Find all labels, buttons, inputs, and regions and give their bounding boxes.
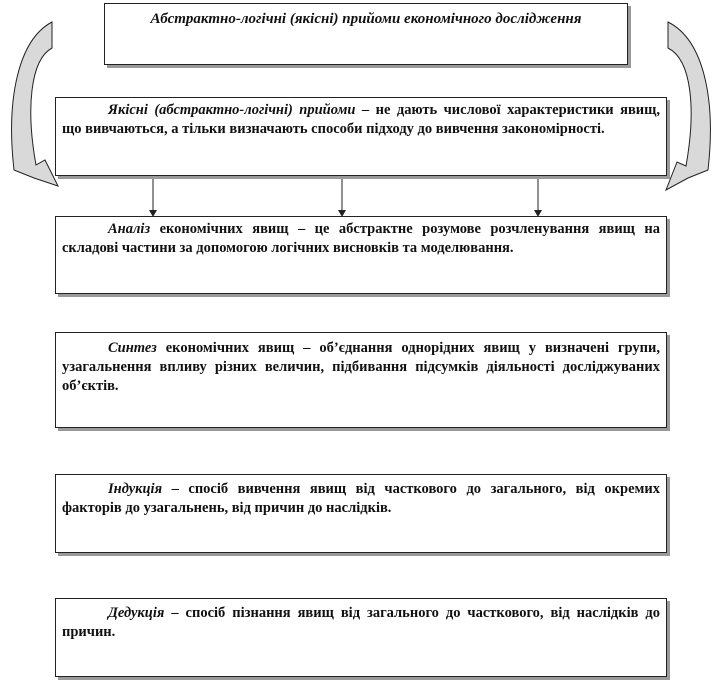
main-definition <box>62 101 660 139</box>
synthesis-text: економічних явищ – об’єднання однорідних явищ у визначені групи, узагальнення впливу різних величин, підбивання підсумків діяльності досліджуваних об’єктів. <box>62 340 660 394</box>
right-curved-arrow <box>666 22 710 190</box>
induction-definition <box>62 480 660 518</box>
connector-arrow-2 <box>338 176 346 217</box>
deduction-box <box>55 598 667 677</box>
main-definition-box <box>55 97 667 176</box>
induction-box <box>55 474 667 553</box>
diagram-title-box <box>104 3 628 65</box>
induction-text: – спосіб вивчення явищ від часткового до загального, від окремих факторів до узагальнень, від причин до наслідків. <box>62 481 660 516</box>
deduction-definition <box>62 604 660 642</box>
analysis-term: Аналіз <box>108 221 151 237</box>
connector-arrow-3 <box>534 176 542 217</box>
left-curved-arrow <box>12 22 58 186</box>
synthesis-box <box>55 332 667 428</box>
induction-term: Індукція <box>108 481 163 497</box>
diagram-title: Абстрактно-логічні (якісні) прийоми економічного дослідження <box>150 11 582 27</box>
connector-arrow-1 <box>149 176 157 217</box>
synthesis-definition <box>62 339 660 396</box>
deduction-text: – спосіб пізнання явищ від загального до часткового, від наслідків до причин. <box>62 605 660 640</box>
deduction-term: Дедукція <box>108 605 165 621</box>
main-text: – не дають числової характеристики явищ, що вивчаються, а тільки визначають способи підходу до вивчення закономірності. <box>62 102 661 137</box>
analysis-definition <box>62 220 660 258</box>
synthesis-term: Синтез <box>108 340 157 356</box>
main-term: Якісні (абстрактно-логічні) прийоми <box>108 102 356 118</box>
analysis-box <box>55 216 667 294</box>
analysis-text: економічних явищ – це абстрактне розумове розчленування явищ на складові частини за допомогою логічних висновків та моделювання. <box>62 221 660 256</box>
